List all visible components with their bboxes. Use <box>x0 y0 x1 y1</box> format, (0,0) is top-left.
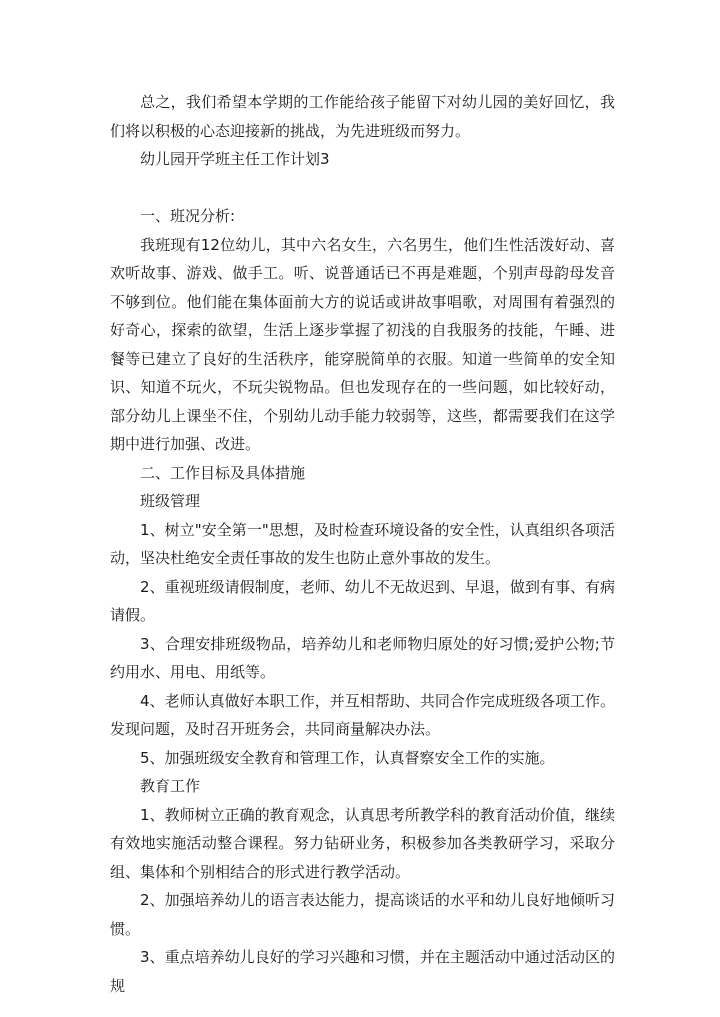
subheading-education-work: 教育工作 <box>140 777 201 795</box>
management-item-5: 5、加强班级安全教育和管理工作，认真督察安全工作的实施。 <box>140 748 555 767</box>
management-item-1: 1、树立"安全第一"思想，及时检查环境设备的安全性，认真组织各项活动，坚决杜绝安全责任事故的发生也防止意外事故的发生。 <box>110 520 615 567</box>
document-body <box>110 88 615 1000</box>
education-item-3: 3、重点培养幼儿良好的学习兴趣和习惯，并在主题活动中通过活动区的规 <box>110 948 615 995</box>
document-title: 幼儿园开学班主任工作计划3 <box>140 150 330 168</box>
management-item-4: 4、老师认真做好本职工作，并互相帮助、共同合作完成班级各项工作。发现问题，及时召开班务会，共同商量解决办法。 <box>110 691 615 738</box>
class-analysis-paragraph: 我班现有12位幼儿，其中六名女生，六名男生，他们生性活泼好动、喜欢听故事、游戏、做手工。听、说普通话已不再是难题，个别声母韵母发音不够到位。他们能在集体面前大方的说话或讲故事唱歌，对周围有着强烈的好奇心，探索的欲望，生活上逐步掌握了初浅的自我服务的技能，午睡、进餐等已建立了良好的生活秩序，能穿脱简单的衣服。知道一些简单的安全知识、知道不玩火，不玩尖锐物品。但也发现存在的一些问题，如比较好动，部分幼儿上课坐不住，个别幼儿动手能力较弱等，这些，都需要我们在这学期中进行加强、改进。 <box>110 235 615 453</box>
management-item-2: 2、重视班级请假制度，老师、幼儿不无故迟到、早退，做到有事、有病请假。 <box>110 577 615 624</box>
section-heading-class-analysis: 一、班况分析: <box>140 207 236 225</box>
education-item-1: 1、教师树立正确的教育观念，认真思考所教学科的教育活动价值，继续有效地实施活动整合课程。努力钻研业务，积极参加各类教研学习，采取分组、集体和个别相结合的形式进行教学活动。 <box>110 805 615 881</box>
blank-line <box>110 174 615 203</box>
section-heading-goals-measures: 二、工作目标及具体措施 <box>140 463 306 482</box>
management-item-3: 3、合理安排班级物品，培养幼儿和老师物归原处的好习惯;爱护公物;节约用水、用电、用纸等。 <box>110 634 615 681</box>
conclusion-paragraph: 总之，我们希望本学期的工作能给孩子能留下对幼儿园的美好回忆，我们将以积极的心态迎接新的挑战，为先进班级而努力。 <box>110 93 615 140</box>
subheading-class-management: 班级管理 <box>140 492 201 510</box>
education-item-2: 2、加强培养幼儿的语言表达能力，提高谈话的水平和幼儿良好地倾听习惯。 <box>110 891 615 938</box>
